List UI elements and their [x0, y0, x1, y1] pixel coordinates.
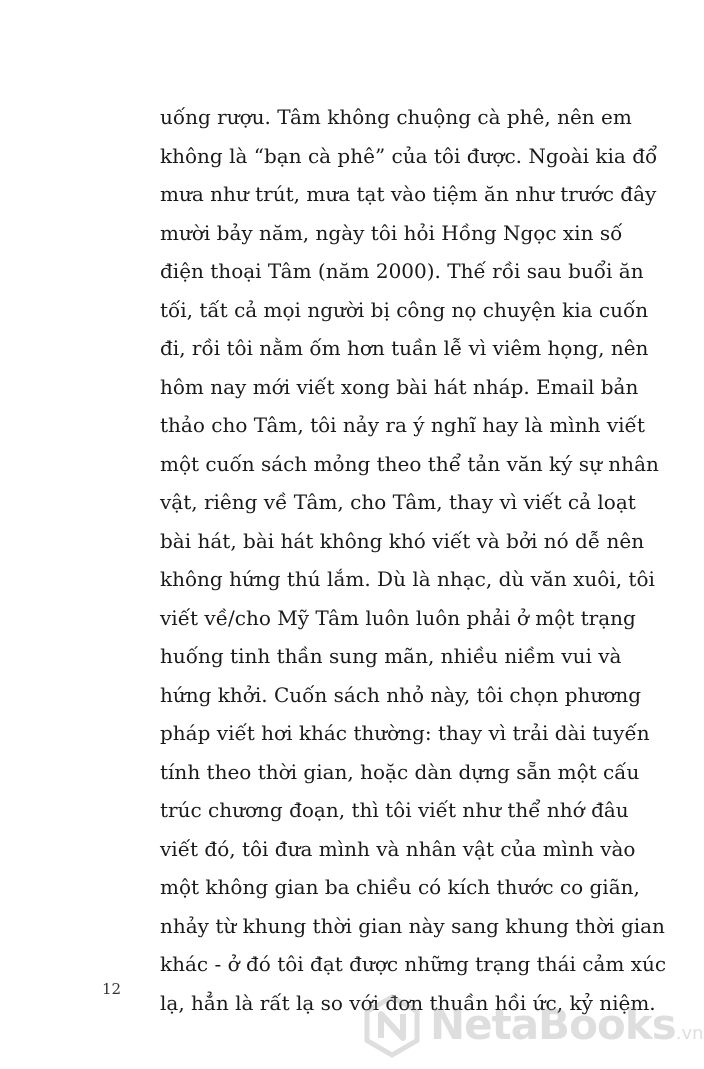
body-text	[160, 98, 667, 1022]
netabooks-logo-icon	[360, 994, 424, 1058]
text-line: tính theo thời gian, hoặc dàn dựng sẵn một cấu	[160, 759, 640, 784]
page-number: 12	[102, 980, 122, 998]
text-line: viết về/cho Mỹ Tâm luôn luôn phải ở một trạng	[160, 605, 636, 630]
text-line: không là “bạn cà phê” của tôi được. Ngoài kia đổ	[160, 143, 658, 168]
text-line: uống rượu. Tâm không chuộng cà phê, nên em	[160, 105, 632, 129]
text-line: lạ, hẳn là rất lạ so với đơn thuần hồi ức, kỷ niệm.	[160, 990, 656, 1015]
text-line: huống tinh thần sung mãn, nhiều niềm vui và	[160, 644, 622, 668]
text-line: điện thoại Tâm (năm 2000). Thế rồi sau buổi ăn	[160, 259, 644, 283]
watermark-text	[430, 1000, 704, 1049]
text-line: đi, rồi tôi nằm ốm hơn tuần lễ vì viêm họng, nên	[160, 336, 649, 360]
text-line: viết đó, tôi đưa mình và nhân vật của mình vào	[160, 836, 636, 861]
text-line: mười bảy năm, ngày tôi hỏi Hồng Ngọc xin số	[160, 220, 623, 245]
text-line: tối, tất cả mọi người bị công nọ chuyện kia cuốn	[160, 297, 649, 322]
text-line: bài hát, bài hát không khó viết và bởi nó dễ nên	[160, 528, 645, 553]
text-line: mưa như trút, mưa tạt vào tiệm ăn như trước đây	[160, 182, 657, 206]
text-line: hôm nay mới viết xong bài hát nháp. Email bản	[160, 374, 639, 399]
text-line: trúc chương đoạn, thì tôi viết như thể nhớ đâu	[160, 798, 629, 822]
text-line: nhảy từ khung thời gian này sang khung thời gian	[160, 913, 665, 938]
text-line: thảo cho Tâm, tôi nảy ra ý nghĩ hay là mình viết	[160, 413, 645, 437]
watermark-suffix: .vn	[675, 1023, 704, 1044]
text-line: hứng khởi. Cuốn sách nhỏ này, tôi chọn phương	[160, 682, 642, 707]
text-line: một không gian ba chiều có kích thước co giãn,	[160, 875, 640, 899]
text-line: vật, riêng về Tâm, cho Tâm, thay vì viết cả loạt	[160, 490, 636, 514]
watermark	[360, 994, 704, 1058]
text-line: pháp viết hơi khác thường: thay vì trải dài tuyến	[160, 721, 650, 745]
text-line: khác - ở đó tôi đạt được những trạng thái cảm xúc	[160, 952, 667, 976]
text-line: không hứng thú lắm. Dù là nhạc, dù văn xuôi, tôi	[160, 567, 655, 591]
watermark-brand: NetaBooks	[430, 1000, 676, 1049]
text-line: một cuốn sách mỏng theo thể tản văn ký sự nhân	[160, 451, 659, 476]
